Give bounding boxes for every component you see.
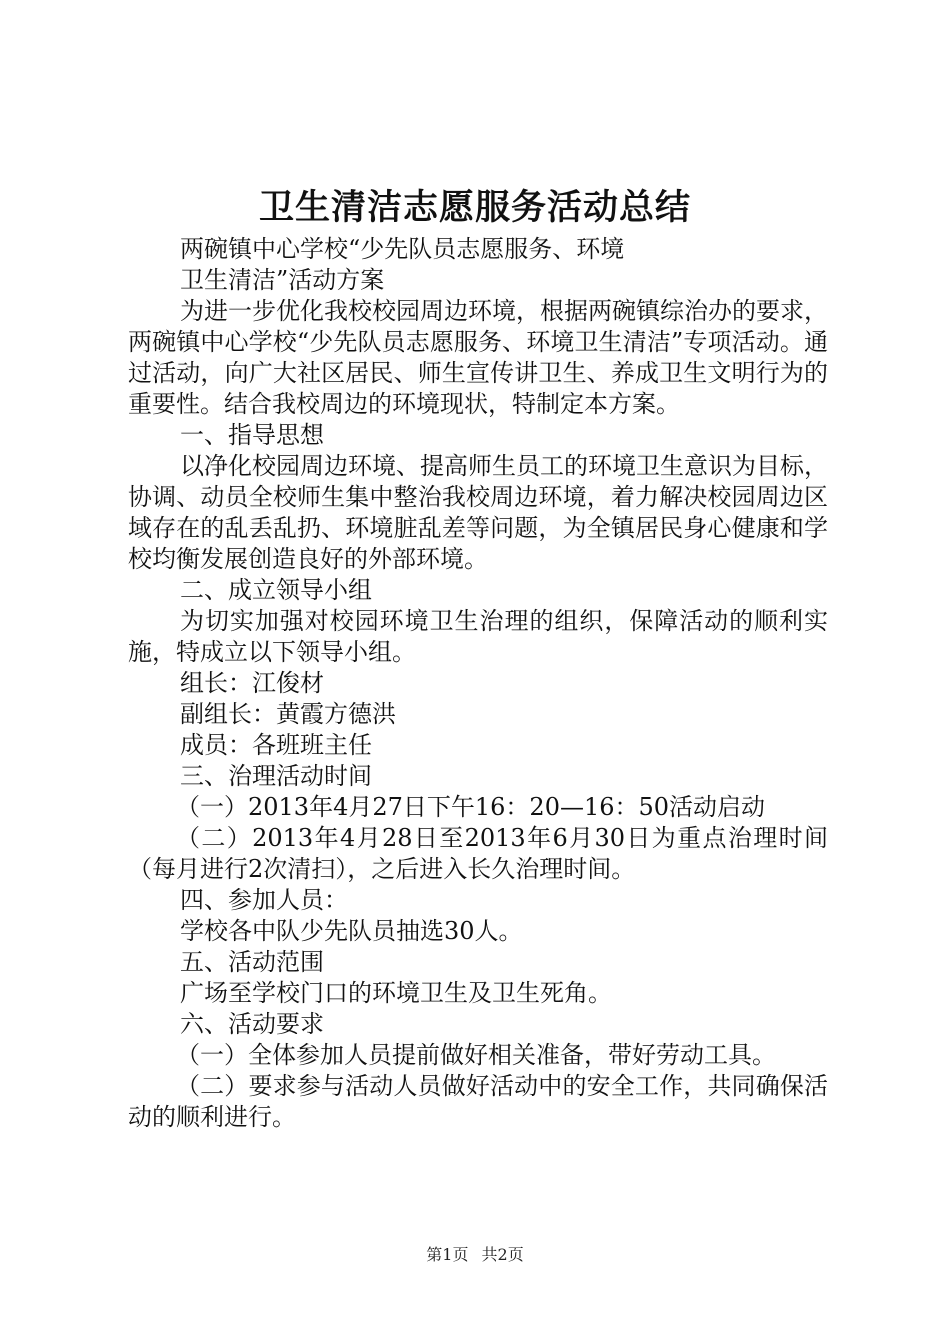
- section-heading-participants: 四、参加人员：: [180, 886, 348, 914]
- activity-time-item-2: （二）2013年4月28日至2013年6月30日为重点治理时间（每月进行2次清扫），之后进入长久治理时间。: [128, 824, 828, 883]
- page-footer: [0, 1244, 950, 1266]
- document-title: 卫生清洁志愿服务活动总结: [258, 188, 691, 228]
- members-line: 成员：各班班主任: [180, 731, 372, 759]
- activity-time-item-1: （一）2013年4月27日下午16：20—16：50活动启动: [176, 793, 766, 821]
- requirement-item-1: （一）全体参加人员提前做好相关准备，带好劳动工具。: [176, 1041, 776, 1069]
- section-heading-activity-requirements: 六、活动要求: [180, 1010, 324, 1038]
- paragraph-heading-line-1: 两碗镇中心学校“少先队员志愿服务、环境: [180, 235, 625, 263]
- document-body: [128, 234, 828, 1133]
- section-heading-activity-time: 三、治理活动时间: [180, 762, 372, 790]
- deputy-leader-line: 副组长：黄霞方德洪: [180, 700, 396, 728]
- section-heading-leadership-group: 二、成立领导小组: [180, 576, 372, 604]
- page-total: 共2页: [481, 1245, 524, 1264]
- page-number: 第1页: [426, 1245, 469, 1264]
- paragraph-participants: 学校各中队少先队员抽选30人。: [180, 917, 523, 945]
- section-heading-guiding-ideology: 一、指导思想: [180, 421, 324, 449]
- paragraph-guiding-ideology: 以净化校园周边环境、提高师生员工的环境卫生意识为目标，协调、动员全校师生集中整治我校周边环境，着力解决校园周边区域存在的乱丢乱扔、环境脏乱差等问题，为全镇居民身心健康和学校均衡发展创造良好的外部环境。: [128, 452, 828, 573]
- paragraph-heading-line-2: 卫生清洁”活动方案: [180, 266, 385, 294]
- requirement-item-2: （二）要求参与活动人员做好活动中的安全工作，共同确保活动的顺利进行。: [128, 1072, 828, 1131]
- paragraph-intro: 为进一步优化我校校园周边环境，根据两碗镇综治办的要求，两碗镇中心学校“少先队员志愿服务、环境卫生清洁”专项活动。通过活动，向广大社区居民、师生宣传讲卫生、养成卫生文明行为的重要性。结合我校周边的环境现状，特制定本方案。: [128, 297, 828, 418]
- leader-line: 组长：江俊材: [180, 669, 324, 697]
- section-heading-activity-scope: 五、活动范围: [180, 948, 324, 976]
- paragraph-activity-scope: 广场至学校门口的环境卫生及卫生死角。: [180, 979, 612, 1007]
- paragraph-leadership-group: 为切实加强对校园环境卫生治理的组织，保障活动的顺利实施，特成立以下领导小组。: [128, 607, 828, 666]
